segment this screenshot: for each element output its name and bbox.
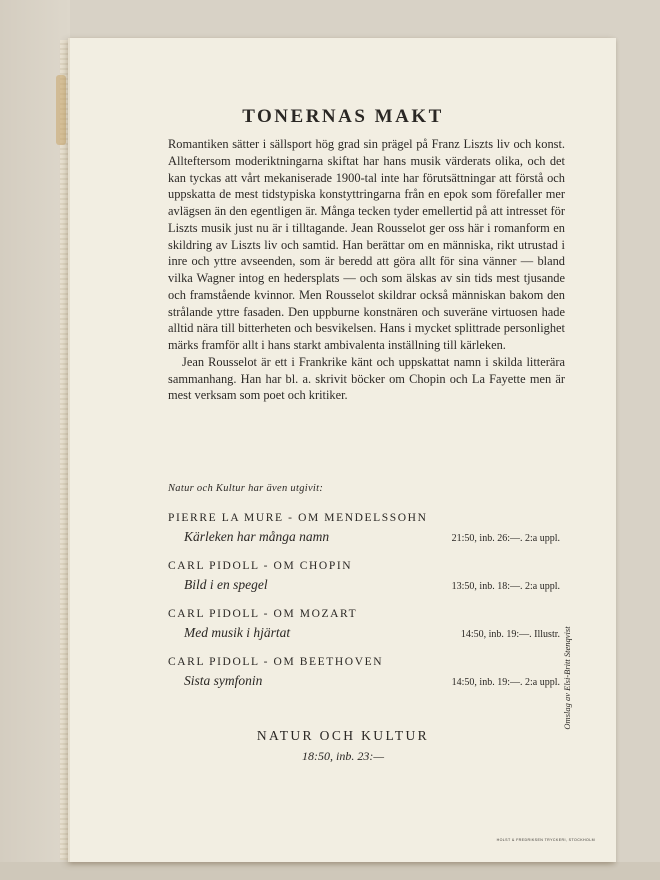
blurb-paragraph: Jean Rousselot är ett i Frankrike känt och uppskattat namn i skilda litterära sammanhang. Han har bl. a. skrivit böcker om Chopin och La Fayette men är mest verksam som poet och kritiker. bbox=[168, 354, 565, 403]
work-author: PIERRE LA MURE - OM MENDELSSOHN bbox=[168, 512, 428, 524]
work-title: Med musik i hjärtat bbox=[184, 625, 291, 640]
work-price: 13:50, inb. 18:—. 2:a uppl. bbox=[451, 581, 560, 592]
list-item bbox=[168, 560, 568, 604]
work-price: 21:50, inb. 26:—. 2:a uppl. bbox=[451, 533, 560, 544]
work-price: 14:50, inb. 19:—. 2:a uppl. bbox=[451, 677, 560, 688]
blurb bbox=[168, 136, 565, 404]
work-title: Kärleken har många namn bbox=[184, 529, 330, 544]
book-title: TONERNAS MAKT bbox=[242, 106, 444, 127]
publisher-name: NATUR OCH KULTUR bbox=[256, 728, 430, 743]
list-item bbox=[168, 512, 568, 556]
printer-imprint: HOLST & FREDRIKSEN TRYCKERI, STOCKHOLM bbox=[496, 838, 595, 842]
list-item bbox=[168, 656, 568, 700]
cover-credit-text: Omslag av Elsi-Britt Stenqvist bbox=[562, 626, 572, 730]
work-price: 14:50, inb. 19:—. Illustr. bbox=[460, 629, 560, 640]
spine-wear-mark bbox=[56, 75, 66, 145]
table-surface-bottom bbox=[0, 862, 660, 880]
book-price: 18:50, inb. 23:— bbox=[302, 749, 384, 763]
work-author: CARL PIDOLL - OM CHOPIN bbox=[168, 560, 353, 572]
work-author: CARL PIDOLL - OM MOZART bbox=[168, 608, 358, 620]
back-cover bbox=[70, 38, 616, 862]
list-item bbox=[168, 608, 568, 652]
blurb-paragraph: Romantiken sätter i sällsport hög grad sin prägel på Franz Liszts liv och konst. Allteftersom moderiktningarna skiftat har hans musik värderats olika, och det kan tyckas att vårt mekaniserade 1900-tal inte har förutsättningar att förstå och uppskatta de mest tidstypiska konstyttringarna från en epok som förefaller mer avlägsen än den egentligen är. Många tecken tyder emellertid på att intresset för Liszts musik just nu är i tilltagande. Jean Rousselot ger oss här i romanform en skildring av Liszts liv och samtid. Han berättar om en människa, rikt utrustad i inre och yttre avseenden, som är beredd att göra allt för sina vänner — bland vilka Wagner intog en hedersplats — och som älskas av sin tids mest tjusande och framstående kvinnor. Men Rousselot skildrar också människan bakom den strålande yttre fasaden. Den uppburne konstnären och suveräne virtuosen hade alltid nära till bitterheten och besvikelsen. Hans i mycket splittrade personlighet märks framför allt i hans starkt ambivalenta inställning till kärleken. bbox=[168, 137, 565, 352]
work-author: CARL PIDOLL - OM BEETHOVEN bbox=[168, 656, 384, 668]
also-published-heading: Natur och Kultur har även utgivit: bbox=[168, 483, 324, 494]
work-title: Sista symfonin bbox=[184, 673, 263, 688]
work-title: Bild i en spegel bbox=[184, 577, 268, 592]
